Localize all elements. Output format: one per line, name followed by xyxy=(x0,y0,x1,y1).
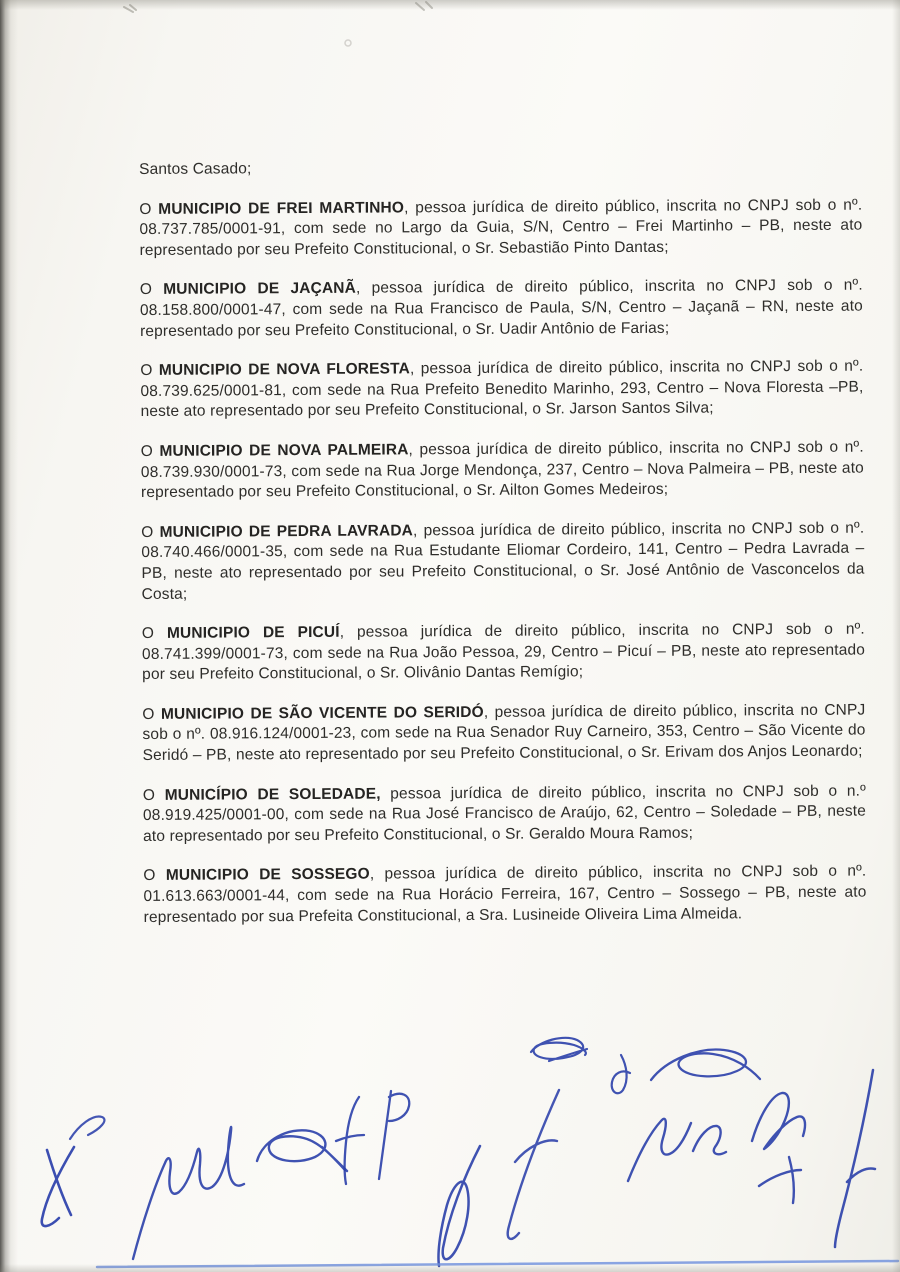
scan-edge-bottom xyxy=(0,1264,900,1272)
signature-ink-diagonal-flourish xyxy=(508,1090,559,1239)
paragraph-text: , pessoa jurídica de direito público, inscrita no CNPJ sob o nº. 08.741.399/0001-73, com sede na Rua João Pessoa, 29, Centro – Picuí – PB, neste ato representado por seu Prefeito Constitucional, o Sr. Olivânio Dantas Remígio; xyxy=(141,620,866,684)
paragraph-text: , pessoa jurídica de direito público, inscrita no CNPJ sob o nº. 08.739.625/0001-81, com sede na Rua Prefeito Benedito Marinho, 293, Centro – Nova Floresta –PB, neste ato representado por seu Prefeito Constitucional, o Sr. Jarson Santos Silva; xyxy=(140,357,864,421)
municipality-name: MUNICIPIO DE NOVA FLORESTA xyxy=(158,360,410,380)
signature-ink-wide-loops xyxy=(651,1050,760,1080)
paragraph-text: , pessoa jurídica de direito público, inscrita no CNPJ sob o nº. 01.613.663/0001-44, com sede na Rua Horácio Ferreira, 167, Centro – Sossego – PB, neste ato representado por sua Prefeita Constitucional, a Sra. Lusineide Oliveira Lima Almeida. xyxy=(143,863,867,926)
paragraph-text: , pessoa jurídica de direito público, inscrita no CNPJ sob o nº. 08.158.800/0001-47, com sede na Rua Francisco de Paula, S/N, Centro – Jaçanã – RN, neste ato representado por seu Prefeito Constitucional, o Sr. Uadir Antônio de Farias; xyxy=(139,276,863,340)
paragraph-lead: O xyxy=(142,705,162,723)
paragraph-lead: O xyxy=(141,624,167,643)
signature-ink-bryw xyxy=(628,1119,726,1181)
scan-edge-left xyxy=(0,0,18,1272)
paragraph-picui xyxy=(142,620,865,686)
scan-smudge-icon xyxy=(416,2,432,10)
municipality-name: MUNICIPIO DE NOVA PALMEIRA xyxy=(159,441,409,460)
paragraph-nova-floresta xyxy=(140,357,863,423)
paragraph-lead: O xyxy=(143,867,166,885)
paragraph-pedra-lavrada xyxy=(141,518,864,605)
signature-ink-f-stroke xyxy=(336,1097,364,1184)
paragraph-lead: O xyxy=(139,281,164,299)
scan-smudge-icon xyxy=(124,5,136,12)
municipality-name: MUNICÍPIO DE SOLEDADE, xyxy=(164,785,381,804)
paragraph-lead: O xyxy=(139,200,159,218)
municipality-name: MUNICIPIO DE PEDRA LAVRADA xyxy=(159,522,414,541)
paragraph-text: , pessoa jurídica de direito público, inscrita no CNPJ sob o nº. 08.916.124/0001-23, com sede na Rua Senador Ruy Carneiro, 353, Centro – São Vicente do Seridó – PB, neste ato representado por seu Prefeito Constitucional, o Sr. Erivam dos Anjos Leonardo; xyxy=(142,701,866,765)
signature-ink-m-mark xyxy=(752,1093,805,1203)
paragraph-text: , pessoa jurídica de direito público, inscrita no CNPJ sob o nº. 08.740.466/0001-35, com sede na Rua Estudante Eliomar Cordeiro, 141, Centro – Pedra Lavrada – PB, neste ato representado por seu Prefeito Constitucional, o Sr. José Antônio de Vasconcelos da Costa; xyxy=(141,519,865,603)
paragraph-sao-vicente-do-serido xyxy=(142,700,865,766)
municipality-name: MUNICIPIO DE JAÇANÃ xyxy=(163,280,357,299)
paragraph-sossego xyxy=(143,862,866,928)
scan-edge-top xyxy=(0,0,900,10)
scan-edge-right xyxy=(892,0,900,1272)
document-body xyxy=(139,156,867,948)
paragraph-frei-martinho xyxy=(139,195,862,261)
signature-ink-long-diagonal xyxy=(835,1070,875,1247)
municipality-name: MUNICIPIO DE SOSSEGO xyxy=(165,866,370,885)
paragraph-text: , pessoa jurídica de direito público, inscrita no CNPJ sob o nº. 08.737.785/0001-91, com sede no Largo da Guia, S/N, Centro – Frei Martinho – PB, neste ato representado por seu Prefeito Constitucional, o Sr. Sebastião Pinto Dantas; xyxy=(139,196,863,259)
signature-ink-p-stroke xyxy=(379,1091,409,1179)
signature-ink-wlb xyxy=(133,1127,244,1259)
signature-ink-oval-scribble xyxy=(531,1038,587,1061)
paragraph-nova-palmeira xyxy=(141,438,864,504)
paragraph-lead: O xyxy=(141,523,160,541)
paragraph-lead: O xyxy=(140,362,159,380)
scan-smudge-icon xyxy=(345,40,351,46)
paragraph-text: , pessoa jurídica de direito público, inscrita no CNPJ sob o nº. 08.739.930/0001-73, com sede na Rua Jorge Mendonça, 237, Centro – Nova Palmeira – PB, neste ato representado por seu Prefeito Constitucional, o Sr. Ailton Gomes Medeiros; xyxy=(140,438,864,502)
signature-ink-tall-squiggle xyxy=(438,1146,480,1266)
signature-ink-circle-scribble xyxy=(257,1130,347,1171)
municipality-name: MUNICIPIO DE FREI MARTINHO xyxy=(158,198,405,218)
signature-ink-small-loop xyxy=(612,1055,630,1093)
paragraph-lead: O xyxy=(140,442,160,460)
paragraph-soledade xyxy=(143,781,866,847)
municipality-name: MUNICIPIO DE PICUÍ xyxy=(166,623,340,642)
paragraph-text: pessoa jurídica de direito público, inscrita no CNPJ sob o n.º 08.919.425/0001-00, com sede na Rua José Francisco de Araújo, 62, Centro – Soledade – PB, neste ato representado por seu Prefeito Constitucional, o Sr. Geraldo Moura Ramos; xyxy=(142,782,867,845)
paragraph-lead: O xyxy=(142,786,165,804)
paragraph-jacana xyxy=(140,276,863,342)
municipality-name: MUNICIPIO DE SÃO VICENTE DO SERIDÓ xyxy=(160,703,484,723)
signature-ink-x-mark xyxy=(42,1147,74,1226)
scan-edge-line xyxy=(97,1261,898,1267)
signature-ink-left-squiggle xyxy=(70,1117,104,1139)
carryover-line: Santos Casado; xyxy=(139,160,252,178)
